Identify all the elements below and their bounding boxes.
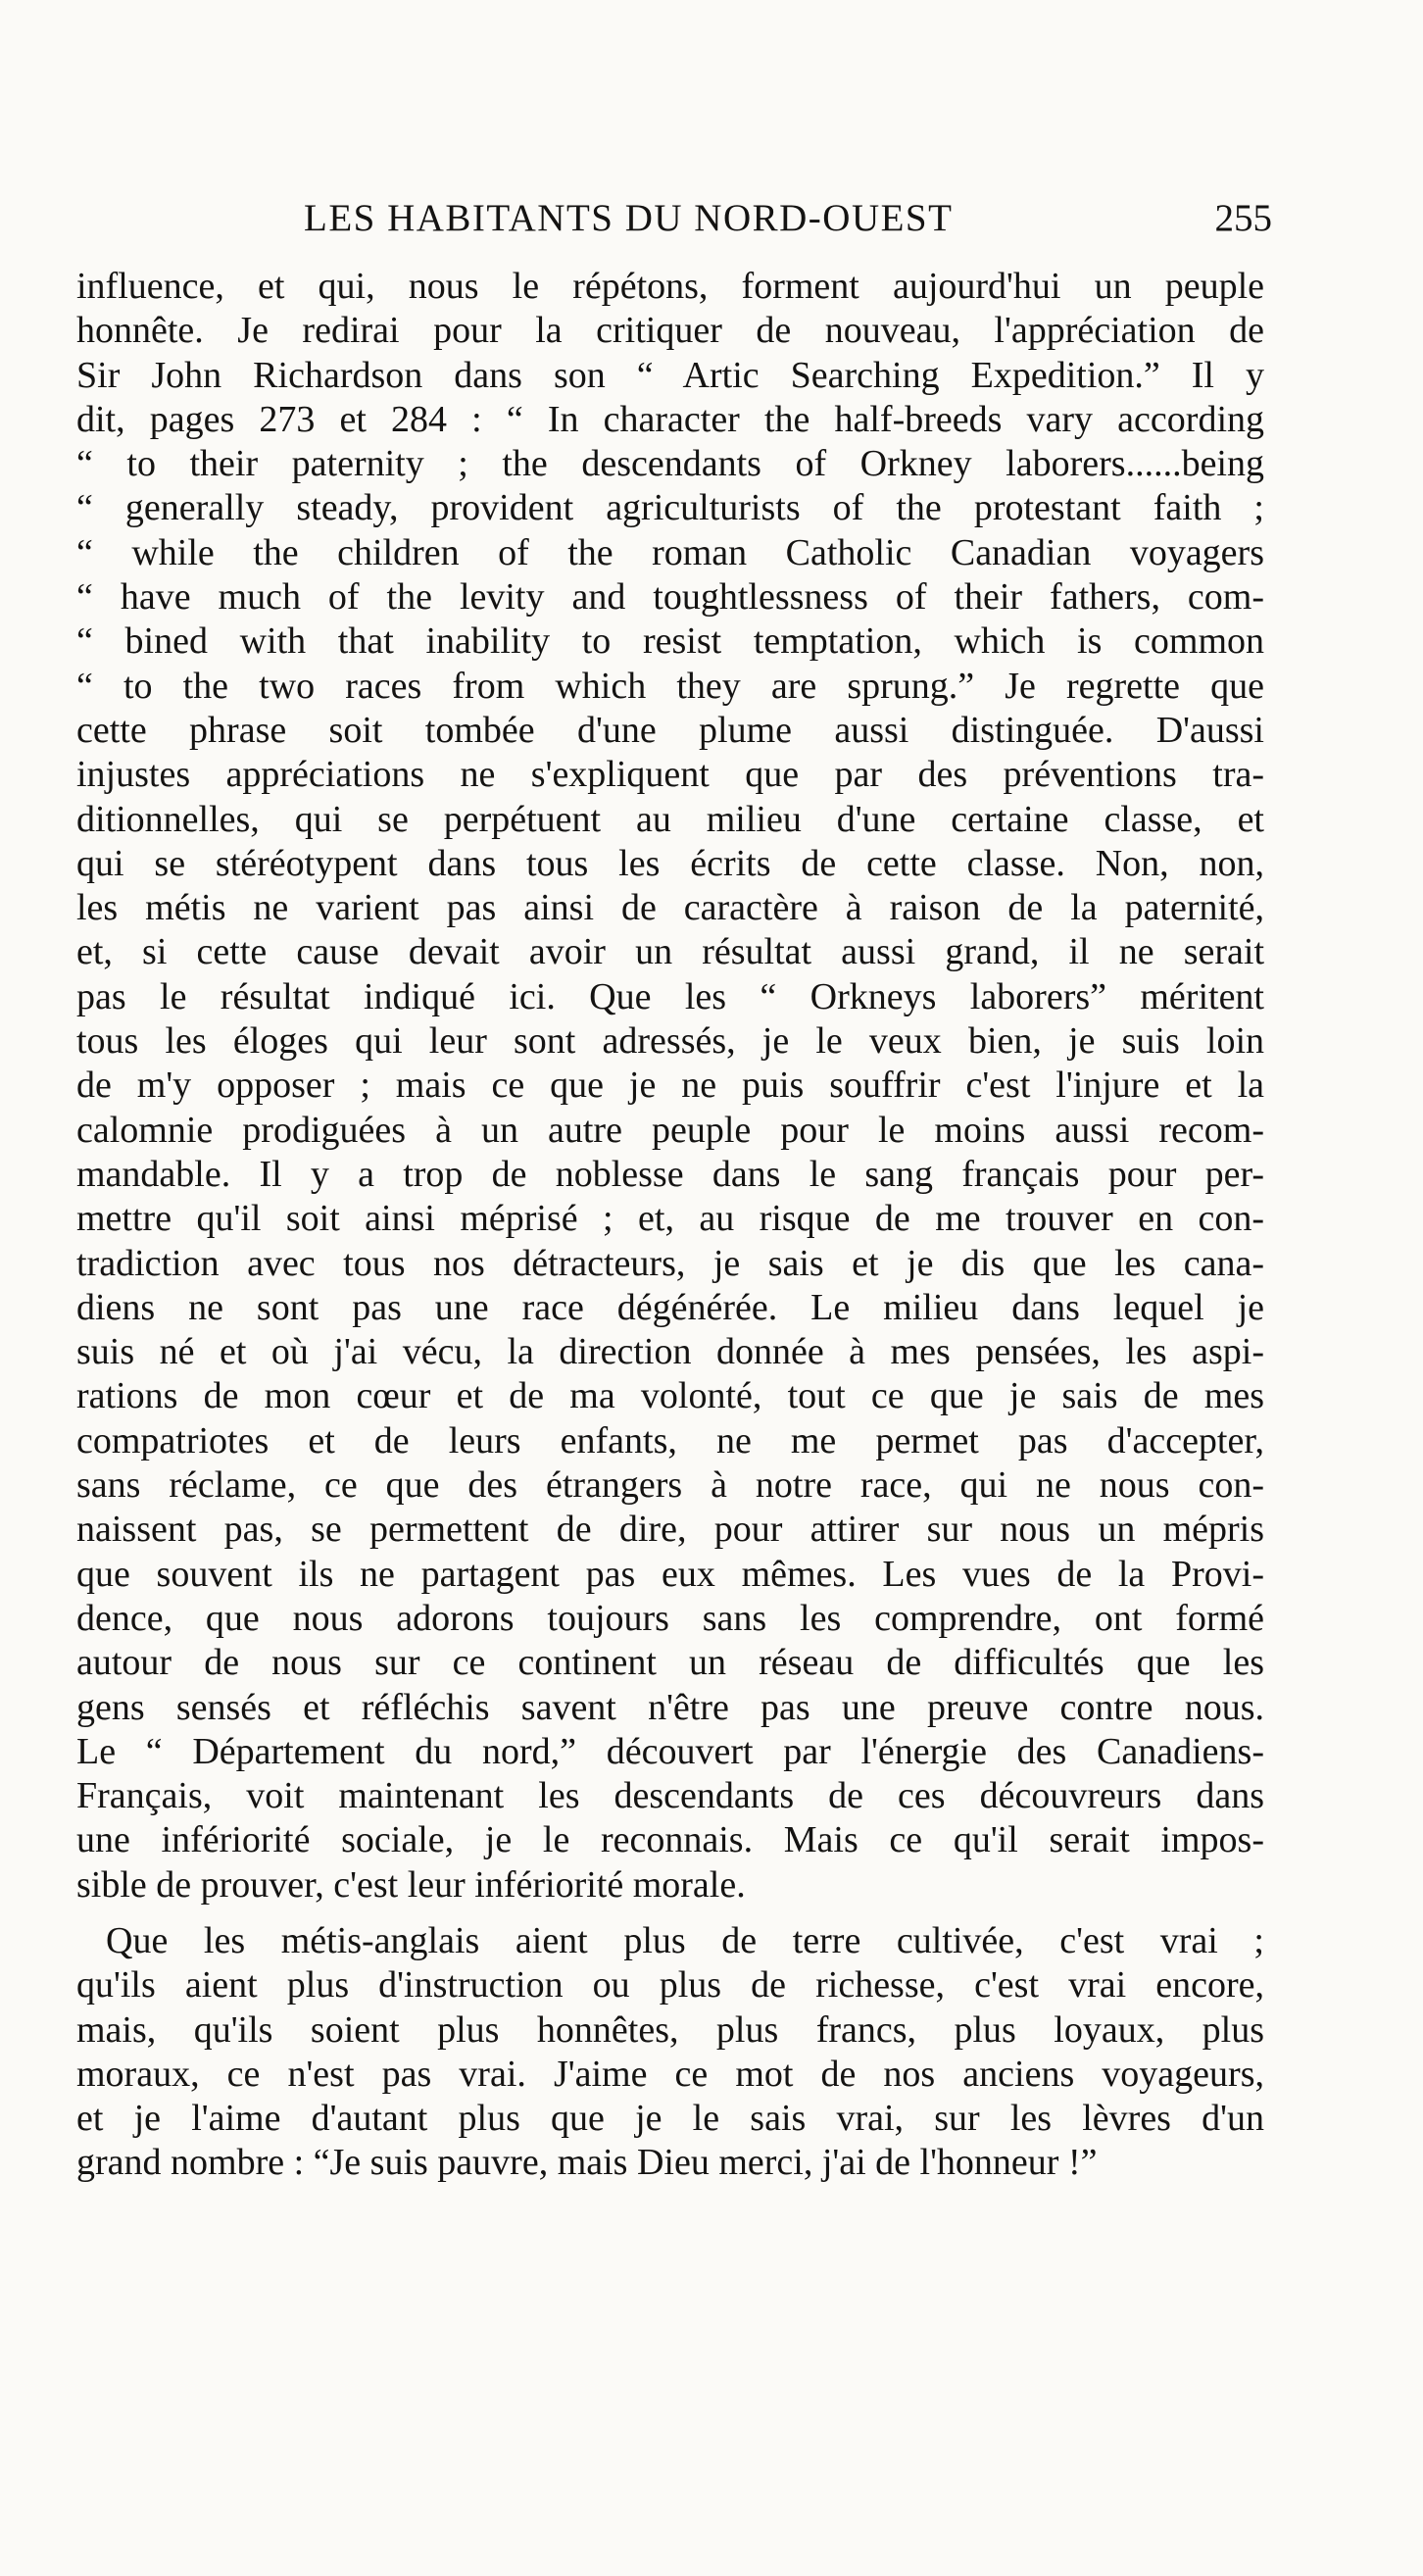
text-line: “ to their paternity ; the descendants of Orkney laborers......being [76, 443, 1264, 485]
page-header [76, 192, 1272, 247]
text-line: que souvent ils ne partagent pas eux mêmes. Les vues de la Provi- [76, 1553, 1264, 1595]
text-line: ditionnelles, qui se perpétuent au milieu d'une certaine classe, et [76, 798, 1264, 840]
text-line: honnête. Je redirai pour la critiquer de nouveau, l'appréciation de [76, 310, 1264, 352]
text-line: injustes appréciations ne s'expliquent que par des préventions tra- [76, 754, 1264, 796]
page-number: 255 [1214, 197, 1272, 239]
text-line: mandable. Il y a trop de noblesse dans le sang français pour per- [76, 1153, 1264, 1195]
text-line: dence, que nous adorons toujours sans les comprendre, ont formé [76, 1597, 1264, 1639]
text-line: grand nombre : “Je suis pauvre, mais Dieu merci, j'ai de l'honneur !” [76, 2142, 1098, 2184]
text-line: mais, qu'ils soient plus honnêtes, plus francs, plus loyaux, plus [76, 2008, 1264, 2051]
text-line: une infériorité sociale, je le reconnais. Mais ce qu'il serait impos- [76, 1819, 1264, 1861]
text-line: influence, et qui, nous le répétons, forment aujourd'hui un peuple [76, 266, 1264, 307]
text-line: les métis ne varient pas ainsi de caractère à raison de la paternité, [76, 887, 1264, 929]
text-line: diens ne sont pas une race dégénérée. Le milieu dans lequel je [76, 1286, 1264, 1328]
text-line: et, si cette cause devait avoir un résultat aussi grand, il ne serait [76, 931, 1264, 973]
text-line: gens sensés et réfléchis savent n'être pas une preuve contre nous. [76, 1686, 1264, 1728]
text-line: mettre qu'il soit ainsi méprisé ; et, au risque de me trouver en con- [76, 1198, 1264, 1240]
text-line: compatriotes et de leurs enfants, ne me permet pas d'accepter, [76, 1419, 1264, 1461]
text-line: “ to the two races from which they are sprung.” Je regrette que [76, 665, 1264, 707]
text-line: naissent pas, se permettent de dire, pour attirer sur nous un mépris [76, 1509, 1264, 1551]
text-line: moraux, ce n'est pas vrai. J'aime ce mot de nos anciens voyageurs, [76, 2053, 1264, 2095]
text-line: dit, pages 273 et 284 : “ In character the half-breeds vary according [76, 398, 1264, 440]
text-line: de m'y opposer ; mais ce que je ne puis souffrir c'est l'injure et la [76, 1065, 1264, 1107]
paragraph [76, 1919, 1264, 2186]
text-line: pas le résultat indiqué ici. Que les “ Orkneys laborers” méritent [76, 975, 1264, 1017]
text-line: calomnie prodiguées à un autre peuple pour le moins aussi recom- [76, 1109, 1264, 1151]
text-line: tradiction avec tous nos détracteurs, je sais et je dis que les cana- [76, 1242, 1264, 1284]
text-line: qu'ils aient plus d'instruction ou plus de richesse, c'est vrai encore, [76, 1964, 1264, 2006]
body-text [76, 265, 1264, 2186]
text-line: suis né et où j'ai vécu, la direction donnée à mes pensées, les aspi- [76, 1331, 1264, 1373]
running-head: LES HABITANTS DU NORD-OUEST [304, 197, 954, 239]
text-line: cette phrase soit tombée d'une plume aussi distinguée. D'aussi [76, 709, 1264, 751]
text-line: “ while the children of the roman Catholic Canadian voyagers [76, 531, 1264, 573]
text-line: qui se stéréotypent dans tous les écrits de cette classe. Non, non, [76, 842, 1264, 884]
text-line: autour de nous sur ce continent un réseau de difficultés que les [76, 1642, 1264, 1684]
text-line: Sir John Richardson dans son “ Artic Searching Expedition.” Il y [76, 354, 1264, 396]
text-line: sible de prouver, c'est leur infériorité morale. [76, 1863, 746, 1906]
text-line: “ generally steady, provident agriculturists of the protestant faith ; [76, 487, 1264, 529]
text-line: “ have much of the levity and toughtlessness of their fathers, com- [76, 576, 1264, 619]
paragraph-gap [76, 1907, 1264, 1919]
text-line: Le “ Département du nord,” découvert par l'énergie des Canadiens- [76, 1730, 1264, 1772]
text-line: tous les éloges qui leur sont adressés, je le veux bien, je suis loin [76, 1020, 1264, 1063]
text-line: “ bined with that inability to resist temptation, which is common [76, 620, 1264, 663]
text-line: Français, voit maintenant les descendants de ces découvreurs dans [76, 1775, 1264, 1817]
paragraph [76, 265, 1264, 1907]
text-line: et je l'aime d'autant plus que je le sais vrai, sur les lèvres d'un [76, 2098, 1264, 2140]
text-line: sans réclame, ce que des étrangers à notre race, qui ne nous con- [76, 1464, 1264, 1507]
text-line: Que les métis-anglais aient plus de terre cultivée, c'est vrai ; [106, 1919, 1264, 1961]
text-line: rations de mon cœur et de ma volonté, tout ce que je sais de mes [76, 1375, 1264, 1417]
